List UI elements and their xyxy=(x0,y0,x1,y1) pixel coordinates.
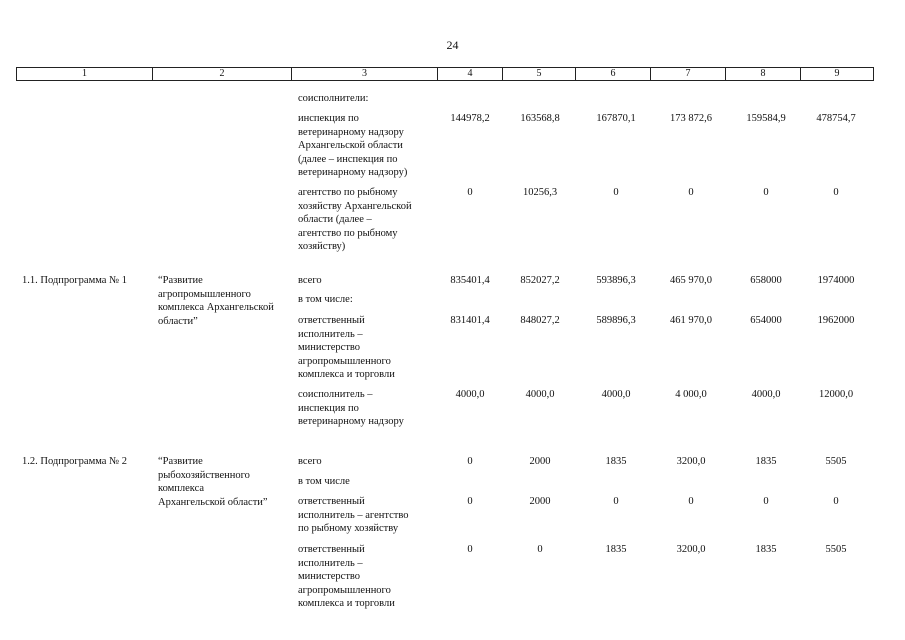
sub1-including-label: в том числе: xyxy=(298,294,353,305)
sub2-resp2-col4: 0 xyxy=(467,544,473,555)
header-col-6: 6 xyxy=(576,68,651,81)
sub2-resp2-col5: 0 xyxy=(537,544,543,555)
sub1-total-label: всего xyxy=(298,275,322,286)
header-col-8: 8 xyxy=(726,68,801,81)
coexecutors-label: соисполнители: xyxy=(298,93,369,104)
sub2-resp1-col8: 0 xyxy=(763,496,769,507)
header-col-1: 1 xyxy=(17,68,153,81)
sub2-resp2-col9: 5505 xyxy=(825,544,847,555)
sub1-code: 1.1. Подпрограмма № 1 xyxy=(22,275,127,286)
sub2-responsible1-text: ответственный исполнитель – агентство по рыбному хозяйству xyxy=(298,496,409,534)
sub2-code: 1.2. Подпрограмма № 2 xyxy=(22,456,127,467)
fish-value-col9: 0 xyxy=(833,187,839,198)
sub2-total-col5: 2000 xyxy=(529,456,551,467)
vet-value-col4: 144978,2 xyxy=(450,113,490,124)
sub2-total-col4: 0 xyxy=(467,456,473,467)
sub1-resp-col8: 654000 xyxy=(750,315,782,326)
sub2-resp1-col9: 0 xyxy=(833,496,839,507)
vet-value-col9: 478754,7 xyxy=(816,113,856,124)
sub1-total-col5: 852027,2 xyxy=(520,275,560,286)
sub1-total-col8: 658000 xyxy=(750,275,782,286)
sub1-total-col6: 593896,3 xyxy=(596,275,636,286)
vet-value-col6: 167870,1 xyxy=(596,113,636,124)
header-col-3: 3 xyxy=(292,68,438,81)
sub2-resp2-col7: 3200,0 xyxy=(676,544,706,555)
vet-value-col5: 163568,8 xyxy=(520,113,560,124)
sub1-coexec-col6: 4000,0 xyxy=(601,389,631,400)
sub1-coexecutor-text: соисполнитель – инспекция по ветеринарному надзору xyxy=(298,389,404,427)
sub1-coexec-col5: 4000,0 xyxy=(525,389,555,400)
sub2-total-col6: 1835 xyxy=(605,456,627,467)
sub2-resp1-col5: 2000 xyxy=(529,496,551,507)
sub1-resp-col4: 831401,4 xyxy=(450,315,490,326)
sub1-resp-col6: 589896,3 xyxy=(596,315,636,326)
sub2-resp1-col7: 0 xyxy=(688,496,694,507)
sub1-coexec-col7: 4 000,0 xyxy=(675,389,707,400)
sub1-coexec-col8: 4000,0 xyxy=(751,389,781,400)
fish-value-col7: 0 xyxy=(688,187,694,198)
sub2-resp2-col8: 1835 xyxy=(755,544,777,555)
header-col-2: 2 xyxy=(153,68,292,81)
sub2-resp2-col6: 1835 xyxy=(605,544,627,555)
page-number: 24 xyxy=(446,38,459,52)
sub2-name: “Развитие рыбохозяйственного комплекса Архангельской области” xyxy=(158,456,268,508)
vet-value-col7: 173 872,6 xyxy=(670,113,712,124)
sub1-total-col7: 465 970,0 xyxy=(670,275,712,286)
fish-agency-text: агентство по рыбному хозяйству Архангельской области (далее – агентство по рыбному хозяйству) xyxy=(298,187,412,252)
sub1-name: “Развитие агропромышленного комплекса Архангельской области” xyxy=(158,275,274,327)
fish-value-col4: 0 xyxy=(467,187,473,198)
vet-inspection-text: инспекция по ветеринарному надзору Архангельской области (далее – инспекция по ветеринарному надзору) xyxy=(298,113,408,178)
sub2-including-label: в том числе xyxy=(298,476,350,487)
sub1-coexec-col4: 4000,0 xyxy=(455,389,485,400)
fish-value-col8: 0 xyxy=(763,187,769,198)
sub1-total-col9: 1974000 xyxy=(817,275,855,286)
sub2-resp1-col6: 0 xyxy=(613,496,619,507)
header-col-9: 9 xyxy=(801,68,874,81)
sub1-resp-col7: 461 970,0 xyxy=(670,315,712,326)
header-col-7: 7 xyxy=(651,68,726,81)
header-col-5: 5 xyxy=(503,68,576,81)
sub2-responsible2-text: ответственный исполнитель – министерство агропромышленного комплекса и торговли xyxy=(298,544,395,609)
sub2-total-col8: 1835 xyxy=(755,456,777,467)
vet-value-col8: 159584,9 xyxy=(746,113,786,124)
sub2-total-col9: 5505 xyxy=(825,456,847,467)
sub2-total-label: всего xyxy=(298,456,322,467)
header-col-4: 4 xyxy=(438,68,503,81)
sub2-resp1-col4: 0 xyxy=(467,496,473,507)
sub1-resp-col9: 1962000 xyxy=(817,315,855,326)
sub1-coexec-col9: 12000,0 xyxy=(818,389,854,400)
sub1-responsible-text: ответственный исполнитель – министерство агропромышленного комплекса и торговли xyxy=(298,315,395,380)
fish-value-col5: 10256,3 xyxy=(522,187,558,198)
column-number-header xyxy=(16,67,874,81)
sub1-resp-col5: 848027,2 xyxy=(520,315,560,326)
sub1-total-col4: 835401,4 xyxy=(450,275,490,286)
sub2-total-col7: 3200,0 xyxy=(676,456,706,467)
fish-value-col6: 0 xyxy=(613,187,619,198)
